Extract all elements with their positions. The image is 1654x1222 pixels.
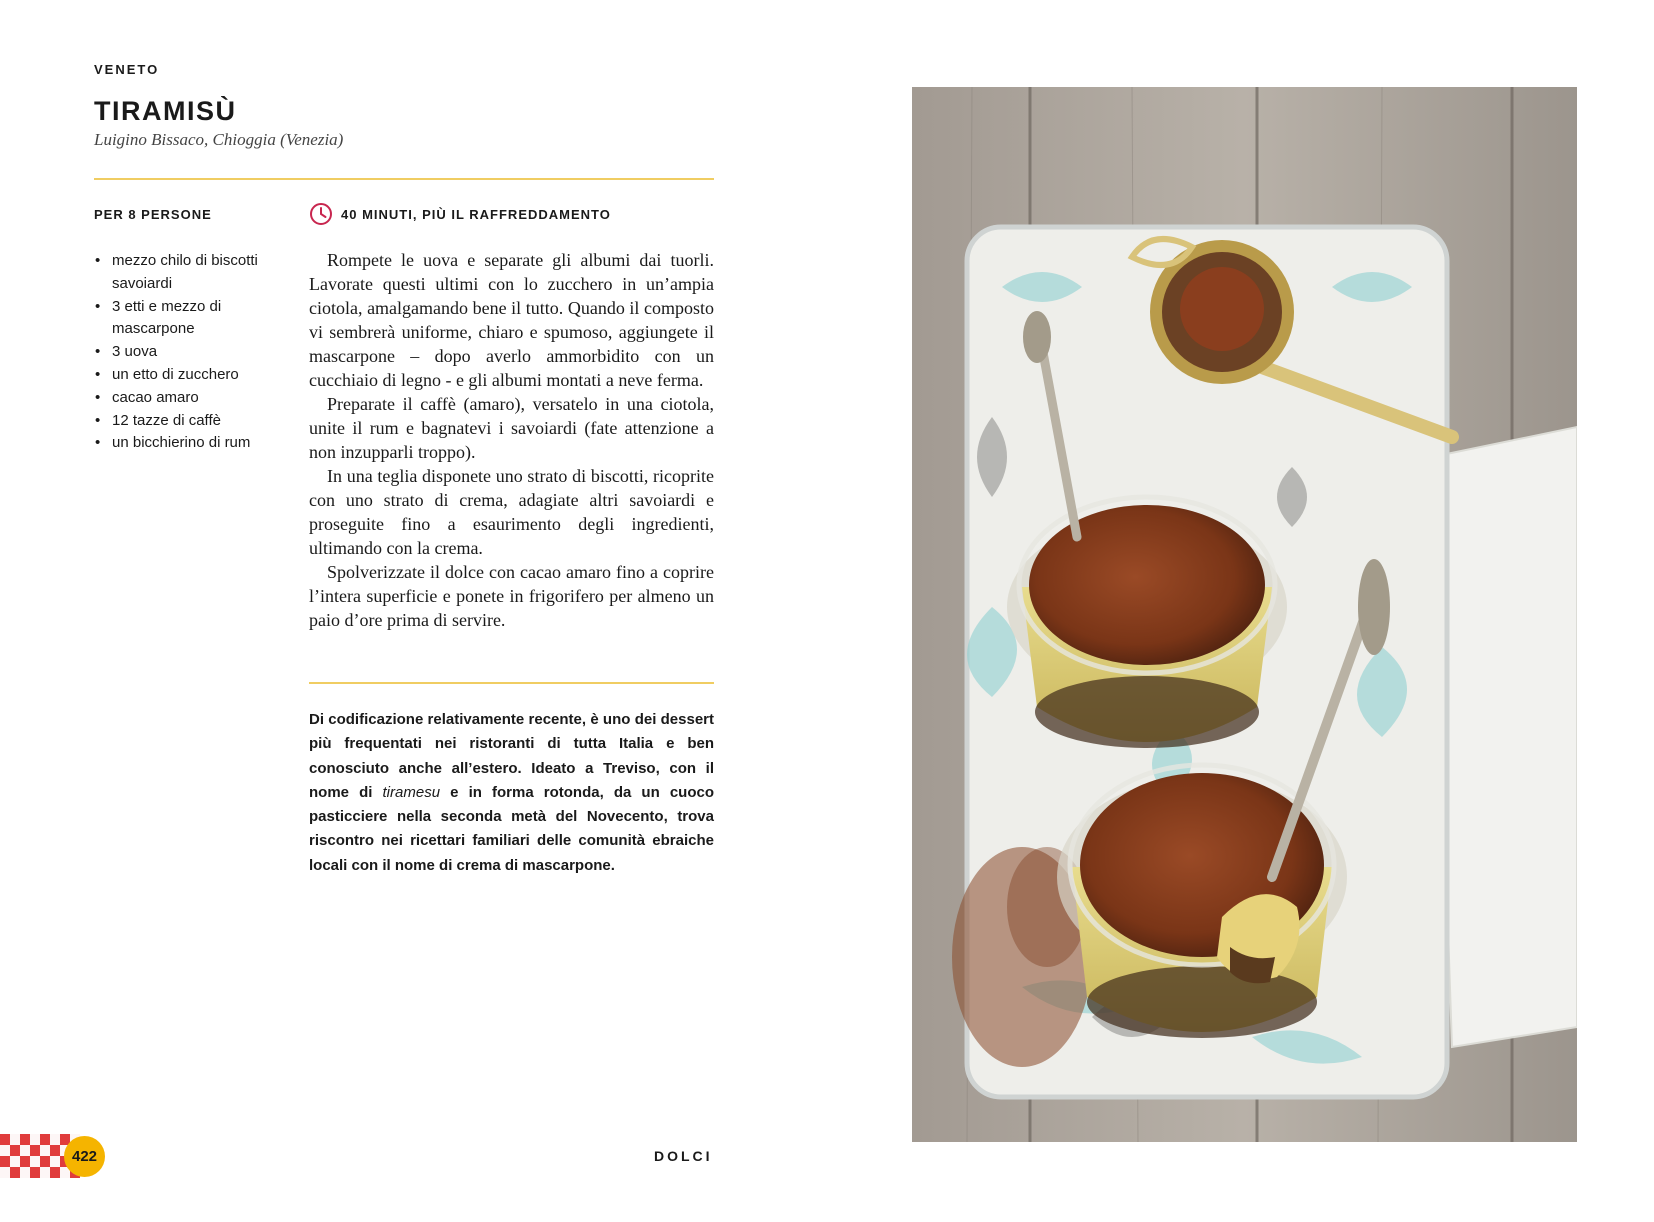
method-text — [309, 248, 714, 632]
clock-icon — [309, 202, 333, 226]
time-label: 40 MINUTI, PIÙ IL RAFFREDDAMENTO — [341, 206, 611, 222]
method-paragraph: In una teglia disponete uno strato di biscotti, ricoprite con uno strato di crema, adagiate altri savoiardi e proseguite fino a esaurimento degli ingredienti, ultimando con la crema. — [309, 466, 714, 558]
method-paragraph: Preparate il caffè (amaro), versatelo in una ciotola, unite il rum e bagnatevi i savoiardi (fate attenzione a non inzupparli troppo). — [309, 394, 714, 462]
ingredient-item: • 3 uova — [94, 341, 294, 364]
divider-mid — [309, 682, 714, 684]
ingredient-item: • 12 tazze di caffè — [94, 410, 294, 433]
tiramisu-photo — [912, 87, 1577, 1142]
servings-label: PER 8 PERSONE — [94, 207, 212, 222]
ingredient-item: • mezzo chilo di biscotti savoiardi — [94, 250, 294, 296]
history-note — [309, 708, 714, 878]
ingredient-item: • un etto di zucchero — [94, 364, 294, 387]
page-footer — [0, 1134, 713, 1184]
method-paragraph: Spolverizzate il dolce con cacao amaro fino a coprire l’intera superficie e ponete in frigorifero per almeno un paio d’ore prima di servire. — [309, 562, 714, 630]
note-text-italic: tiramesu — [382, 783, 441, 801]
section-label: DOLCI — [654, 1148, 713, 1164]
page-number-badge: 422 — [64, 1136, 105, 1177]
note-text-before: Di codificazione relativamente recente, è uno dei dessert più frequentati nei ristoranti di tutta Italia e ben conosciuto anche all’estero. Ideato a Treviso, con il nome di — [309, 711, 714, 801]
ingredient-list — [94, 250, 294, 455]
method-paragraph: Rompete le uova e separate gli albumi dai tuorli. Lavorate questi ultimi con lo zucchero in un’ampia ciotola, amalgamando bene il tutto. Quando il composto vi sembrerà uniforme, chiaro e spumoso, aggiungete il mascarpone – dopo averlo ammorbidito con un cucchiaio di legno - e gli albumi montati a neve ferma. — [309, 250, 714, 390]
recipe-author: Luigino Bissaco, Chioggia (Venezia) — [94, 130, 344, 149]
time-row — [309, 202, 611, 226]
ingredient-item: • un bicchierino di rum — [94, 432, 294, 455]
note-text-after: e in forma rotonda, da un cuoco pasticciere nella seconda metà del Novecento, trova riscontro nei ricettari familiari delle comunità ebraiche locali con il nome di crema di mascarpone. — [309, 783, 715, 874]
region-label: VENETO — [94, 62, 160, 77]
recipe-title: TIRAMISÙ — [94, 96, 237, 126]
ingredient-item: • 3 etti e mezzo di mascarpone — [94, 296, 294, 342]
ingredient-item: • cacao amaro — [94, 387, 294, 410]
divider-top — [94, 178, 714, 180]
